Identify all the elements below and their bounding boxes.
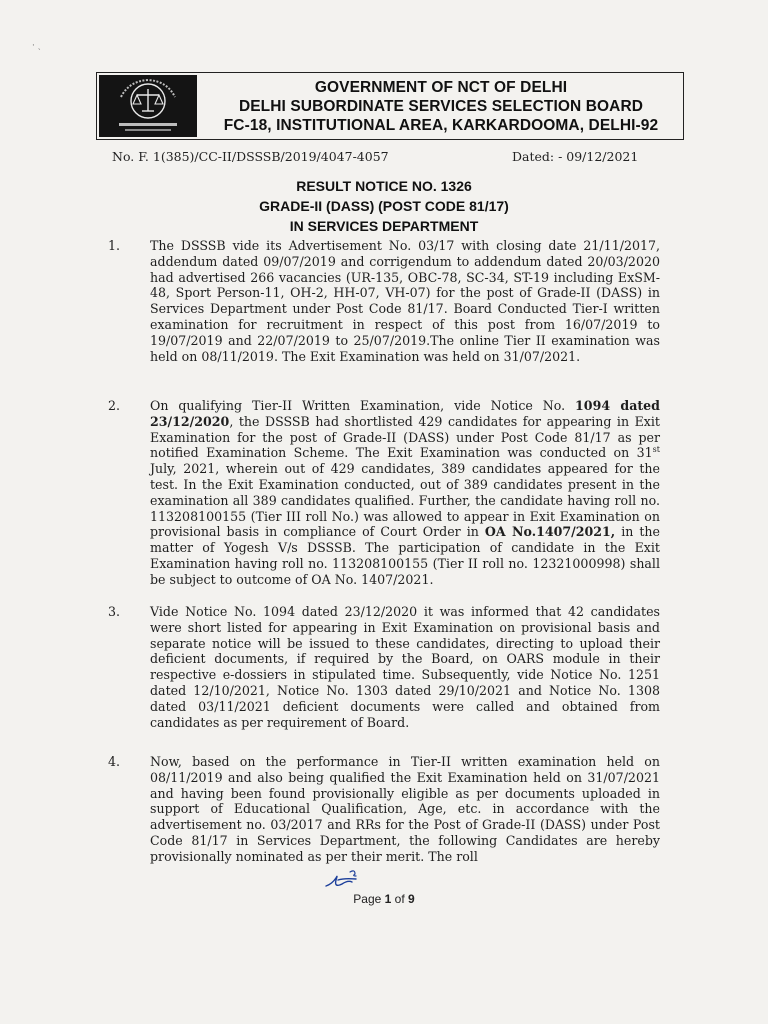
paragraph-number: 2. [108, 398, 121, 413]
paragraph-2-text: On qualifying Tier-II Written Examination, vide Notice No. [150, 398, 576, 413]
paragraph-2-text: July, 2021, wherein out of 429 candidates, 389 candidates appeared for the test. In the Exit Examination conducted, out of 389 candidates present in the examination all 389 candidates qualified. Further, the candidate having roll no. 113208100155 (Tier III roll No.) was allowed to appear in Exit Examination on provisional basis in compliance of Court Order in [150, 461, 660, 540]
signature-initials [322, 866, 366, 892]
total-pages: 9 [408, 892, 415, 906]
page-label: Page [353, 892, 385, 906]
letterhead-text [200, 78, 682, 135]
emblem-icon [99, 75, 197, 137]
page-footer [0, 892, 768, 906]
current-page: 1 [384, 892, 392, 906]
paragraph-number: 3. [108, 604, 121, 619]
paragraph-3: Vide Notice No. 1094 dated 23/12/2020 it was informed that 42 candidates were short listed for appearing in Exit Examination on provisional basis and separate notice will be issued to these candidates, directing to upload their deficient documents, if required by the Board, on OARS module in their respective e-dossiers in stipulated time. Subsequently, vide Notice No. 1251 dated 12/10/2021, Notice No. 1303 dated 29/10/2021 and Notice No. 1308 dated 03/11/2021 deficient documents were called and obtained from candidates as per requirement of Board. [150, 604, 660, 730]
header-board-name: DELHI SUBORDINATE SERVICES SELECTION BOARD [238, 98, 644, 115]
notice-title: RESULT NOTICE NO. 1326 [296, 178, 472, 194]
scan-mark: · ˎ [32, 41, 41, 51]
paragraph-1: The DSSSB vide its Advertisement No. 03/17 with closing date 21/11/2017, addendum dated 09/07/2019 and corrigendum to addendum dated 20/03/2020 had advertised 266 vacancies (UR-135, OBC-78, SC-34, ST-19 including ExSM-48, Sport Person-11, OH-2, HH-07, VH-07) for the post of Grade-II (DASS) in Services Department under Post Code 81/17. Board Conducted Tier-I written examination for recruitment in respect of this post from 16/07/2019 to 19/07/2019 and 22/07/2019 to 25/07/2019.The online Tier II examination was held on 08/11/2019. The Exit Examination was held on 31/07/2021. [150, 238, 660, 364]
paragraph-2-text: in the matter of Yogesh V/s DSSSB. The participation of candidate in the Exit Examination having roll no. 113208100155 (Tier II roll no. 12321000998) shall be subject to outcome of OA No. 1407/2021. [150, 524, 660, 587]
dsssb-logo [99, 75, 197, 137]
notice-reference-bold: 1094 dated 23/12/2020 [150, 398, 660, 429]
paragraph-number: 4. [108, 754, 121, 769]
paragraph-2 [150, 398, 660, 588]
paragraph-2-text: , the DSSSB had shortlisted 429 candidates for appearing in Exit Examination for the post of Grade-II (DASS) under Post Code 81/17 as per notified Examination Scheme. The Exit Examination was conducted on 31 [150, 413, 660, 461]
post-title: GRADE-II (DASS) (POST CODE 81/17) [259, 198, 509, 214]
paragraph-4: Now, based on the performance in Tier-II written examination held on 08/11/2019 and also being qualified the Exit Examination held on 31/07/2021 and having been found provisionally eligible as per documents uploaded in support of Educational Qualification, Age, etc. in accordance with the advertisement no. 03/2017 and RRs for the Post of Grade-II (DASS) under Post Code 81/17 in Services Department, the following Candidates are hereby provisionally nominated as per their merit. The roll [150, 754, 660, 864]
file-number: No. F. 1(385)/CC-II/DSSSB/2019/4047-4057 [112, 149, 389, 164]
paragraph-number: 1. [108, 238, 121, 253]
page-of: of [391, 892, 409, 906]
header-address: FC-18, INSTITUTIONAL AREA, KARKARDOOMA, DELHI-92 [223, 117, 659, 134]
notice-date: Dated: - 09/12/2021 [512, 149, 639, 164]
department-title: IN SERVICES DEPARTMENT [289, 218, 479, 234]
ordinal-suffix: st [652, 445, 660, 455]
header-government: GOVERNMENT OF NCT OF DELHI [314, 79, 568, 96]
court-case-bold: OA No.1407/2021, [484, 524, 616, 540]
